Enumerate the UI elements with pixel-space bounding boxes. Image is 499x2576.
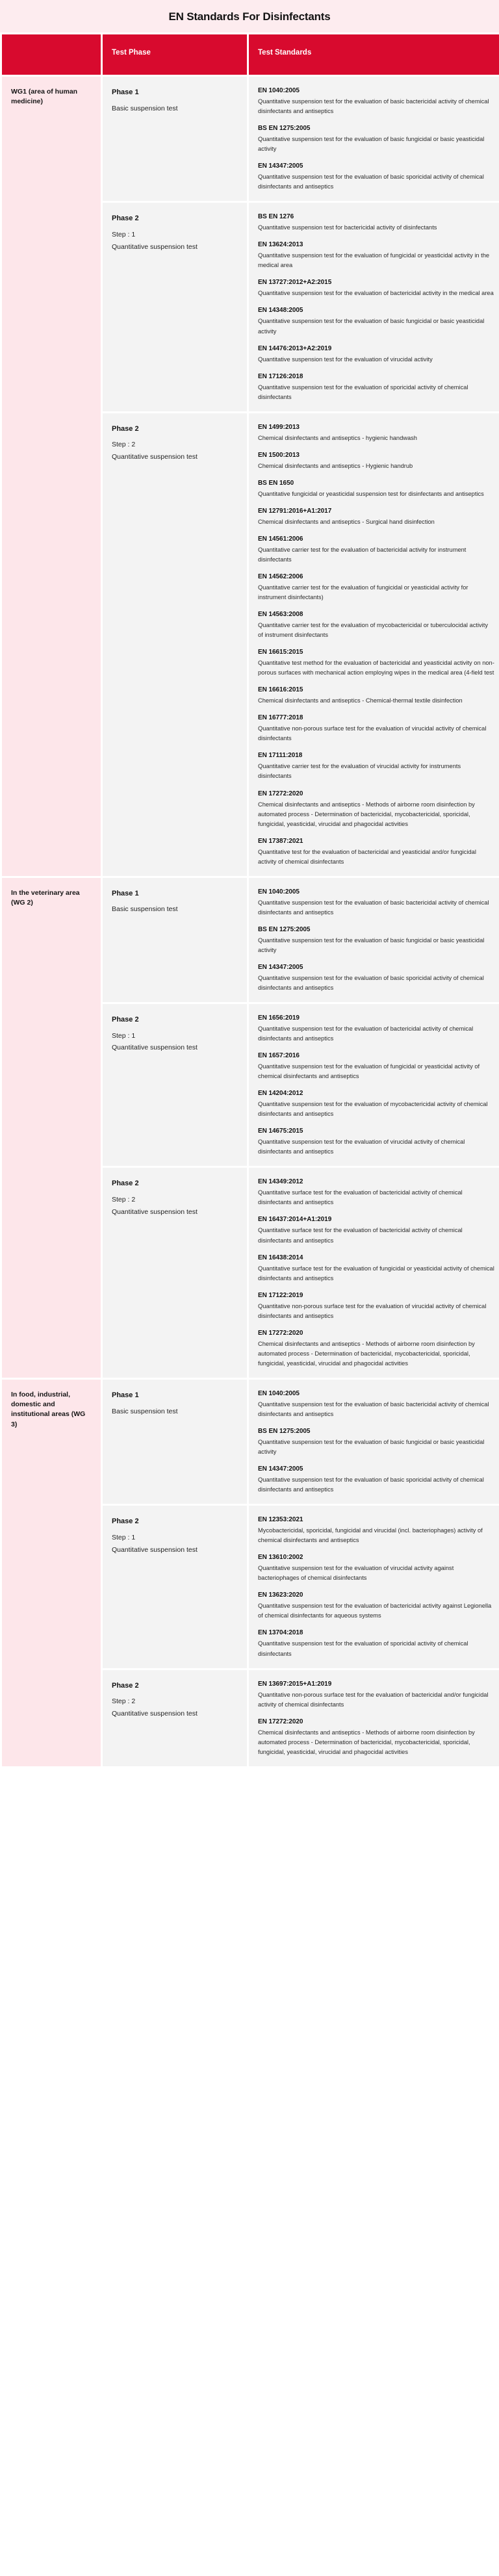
phase-step: Step : 2 bbox=[112, 441, 136, 449]
standard-item bbox=[258, 1292, 494, 1321]
standard-code: EN 13623:2020 bbox=[258, 1591, 303, 1599]
test-standards-cell bbox=[249, 1506, 499, 1668]
standard-item bbox=[258, 714, 494, 743]
standard-description: Quantitative fungicidal or yeasticidal suspension test for disinfectants and antiseptics bbox=[258, 490, 484, 497]
standard-description: Quantitative test for the evaluation of bactericidal and yeasticidal and/or fungicidal activity of chemical disinfectants bbox=[258, 848, 476, 865]
standard-description: Quantitative suspension test for bactericidal activity of disinfectants bbox=[258, 224, 437, 231]
standard-description: Quantitative surface test for the evaluation of bactericidal activity of chemical disinfectants and antiseptics bbox=[258, 1189, 463, 1206]
standard-code: BS EN 1275:2005 bbox=[258, 125, 311, 133]
standard-item bbox=[258, 213, 494, 233]
standard-code: EN 14347:2005 bbox=[258, 1465, 303, 1473]
test-phase-cell bbox=[103, 1506, 247, 1668]
standard-description: Quantitative suspension test for the evaluation of fungicidal or yeasticidal activity of chemical disinfectants and antiseptics bbox=[258, 1063, 480, 1080]
standard-item bbox=[258, 1330, 494, 1369]
standard-code: EN 13697:2015+A1:2019 bbox=[258, 1680, 332, 1688]
phase-step: Step : 1 bbox=[112, 230, 136, 238]
standard-item bbox=[258, 1428, 494, 1457]
test-phase-cell bbox=[103, 1168, 247, 1378]
standard-description: Quantitative suspension test for the evaluation of bactericidal activity in the medical area bbox=[258, 290, 494, 297]
standard-description: Quantitative suspension test for the evaluation of virucidal activity bbox=[258, 355, 433, 363]
test-standards-cell bbox=[249, 1004, 499, 1166]
phase-title: Phase 2 bbox=[112, 424, 139, 433]
group-name-cell: In food, industrial, domestic and institutional areas (WG 3) bbox=[2, 1380, 101, 1766]
standard-description: Chemical disinfectants and antiseptics - Chemical-thermal textile disinfection bbox=[258, 697, 463, 704]
standard-code: EN 1040:2005 bbox=[258, 1389, 300, 1397]
standard-code: EN 16616:2015 bbox=[258, 686, 303, 694]
page-title: EN Standards For Disinfectants bbox=[168, 10, 331, 23]
standard-description: Chemical disinfectants and antiseptics - hygienic handwash bbox=[258, 434, 417, 441]
standard-item bbox=[258, 345, 494, 365]
table-row bbox=[2, 1380, 499, 1504]
standard-code: EN 16437:2014+A1:2019 bbox=[258, 1216, 332, 1224]
standard-description: Chemical disinfectants and antiseptics - Methods of airborne room disinfection by automated process - Determination of bactericidal, mycobactericidal, sporicidal, fungicidal, yeasticidal, virucidal and phagocidal activities bbox=[258, 1340, 475, 1367]
phase-title: Phase 1 bbox=[112, 1391, 139, 1399]
standard-item bbox=[258, 1681, 494, 1710]
standard-item bbox=[258, 686, 494, 706]
standard-description: Quantitative non-porous surface test for the evaluation of bactericidal and/or fungicidal activity of chemical disinfectants bbox=[258, 1691, 489, 1708]
phase-title: Phase 2 bbox=[112, 214, 139, 223]
phase-description: Quantitative suspension test bbox=[112, 1207, 198, 1216]
test-standards-cell bbox=[249, 1380, 499, 1504]
standard-item bbox=[258, 1254, 494, 1283]
test-phase-cell bbox=[103, 1670, 247, 1766]
phase-title: Phase 2 bbox=[112, 1016, 139, 1024]
standard-item bbox=[258, 573, 494, 602]
standard-item bbox=[258, 888, 494, 918]
standard-item bbox=[258, 1216, 494, 1245]
standard-item bbox=[258, 424, 494, 443]
standard-item bbox=[258, 649, 494, 678]
test-phase-cell bbox=[103, 1380, 247, 1504]
standard-description: Quantitative carrier test for the evaluation of fungicidal or yeasticidal activity for instrument disinfectants) bbox=[258, 584, 468, 601]
header-row bbox=[2, 34, 499, 75]
column-header-test-phase: Test Phase bbox=[103, 34, 247, 75]
phase-description: Quantitative suspension test bbox=[112, 453, 198, 461]
test-phase-cell bbox=[103, 77, 247, 201]
test-phase-cell bbox=[103, 1004, 247, 1166]
standard-code: EN 13704:2018 bbox=[258, 1629, 303, 1637]
standard-code: EN 14348:2005 bbox=[258, 307, 303, 315]
standard-code: EN 13610:2002 bbox=[258, 1554, 303, 1562]
phase-description: Quantitative suspension test bbox=[112, 1709, 198, 1718]
standard-code: EN 1657:2016 bbox=[258, 1052, 300, 1060]
standard-description: Quantitative suspension test for the evaluation of fungicidal or yeasticidal activity in the medical area bbox=[258, 252, 490, 269]
standard-item bbox=[258, 1014, 494, 1044]
standard-description: Quantitative suspension test for the evaluation of basic sporicidal activity of chemical disinfectants and antiseptics bbox=[258, 1476, 484, 1493]
standard-code: EN 14675:2015 bbox=[258, 1127, 303, 1135]
standard-code: EN 1499:2013 bbox=[258, 423, 300, 431]
standard-code: EN 13624:2013 bbox=[258, 241, 303, 249]
standard-item bbox=[258, 241, 494, 270]
standard-code: EN 14476:2013+A2:2019 bbox=[258, 344, 332, 352]
phase-title: Phase 1 bbox=[112, 88, 139, 96]
standard-code: BS EN 1275:2005 bbox=[258, 925, 311, 933]
standard-code: EN 14347:2005 bbox=[258, 162, 303, 170]
standard-item bbox=[258, 790, 494, 829]
phase-title: Phase 1 bbox=[112, 889, 139, 897]
standard-description: Quantitative suspension test for the evaluation of sporicidal activity of chemical disinfectants bbox=[258, 383, 468, 400]
phase-step: Step : 2 bbox=[112, 1697, 136, 1706]
standard-code: EN 17126:2018 bbox=[258, 372, 303, 380]
standard-code: EN 13727:2012+A2:2015 bbox=[258, 279, 332, 287]
standard-item bbox=[258, 125, 494, 154]
standard-description: Quantitative suspension test for the evaluation of basic fungicidal or basic yeasticidal activity bbox=[258, 318, 485, 335]
standard-code: EN 17387:2021 bbox=[258, 837, 303, 845]
standard-description: Quantitative suspension test for the evaluation of basic bactericidal activity of chemical disinfectants and antiseptics bbox=[258, 1400, 489, 1417]
standard-code: EN 16438:2014 bbox=[258, 1254, 303, 1261]
standard-item bbox=[258, 1465, 494, 1495]
table-body bbox=[2, 77, 499, 1766]
group-name-cell: In the veterinary area (WG 2) bbox=[2, 878, 101, 1378]
standard-description: Quantitative test method for the evaluation of bactericidal and yeasticidal activity on non-porous surfaces with mechanical action employing wipes in the medical area (4-field test bbox=[258, 660, 494, 676]
standard-item bbox=[258, 162, 494, 192]
standard-code: EN 14204:2012 bbox=[258, 1090, 303, 1098]
standard-code: EN 17122:2019 bbox=[258, 1291, 303, 1299]
standard-description: Mycobactericidal, sporicidal, fungicidal and virucidal (incl. bacteriophages) activity of chemical disinfectants and antiseptics bbox=[258, 1527, 483, 1544]
standard-description: Chemical disinfectants and antiseptics - Methods of airborne room disinfection by automated process - Determination of bactericidal, mycobactericidal, sporicidal, fungicidal, yeasticidal, virucidal and phagocidal activities bbox=[258, 801, 475, 827]
standard-item bbox=[258, 1629, 494, 1658]
standard-code: EN 14562:2006 bbox=[258, 573, 303, 580]
group-name-cell: WG1 (area of human medicine) bbox=[2, 77, 101, 876]
standard-item bbox=[258, 480, 494, 499]
standard-item bbox=[258, 964, 494, 993]
test-standards-cell bbox=[249, 413, 499, 876]
standard-description: Quantitative suspension test for the evaluation of mycobactericidal activity of chemical disinfectants and antiseptics bbox=[258, 1101, 488, 1118]
test-standards-cell bbox=[249, 77, 499, 201]
standard-description: Quantitative suspension test for the evaluation of virucidal activity of chemical disinfectants and antiseptics bbox=[258, 1139, 465, 1155]
standard-description: Quantitative carrier test for the evaluation of bactericidal activity for instrument disinfectants bbox=[258, 546, 467, 563]
standard-item bbox=[258, 452, 494, 471]
standard-item bbox=[258, 611, 494, 640]
standard-code: EN 1040:2005 bbox=[258, 87, 300, 94]
phase-description: Basic suspension test bbox=[112, 1407, 178, 1415]
standard-description: Quantitative non-porous surface test for the evaluation of virucidal activity of chemical disinfectants bbox=[258, 725, 487, 742]
table-header bbox=[2, 34, 499, 75]
test-phase-cell bbox=[103, 203, 247, 411]
standard-code: EN 16777:2018 bbox=[258, 714, 303, 722]
standard-item bbox=[258, 752, 494, 781]
phase-description: Quantitative suspension test bbox=[112, 242, 198, 251]
standard-code: EN 17272:2020 bbox=[258, 1718, 303, 1725]
phase-step: Step : 1 bbox=[112, 1031, 136, 1040]
test-phase-cell bbox=[103, 878, 247, 1002]
standard-description: Quantitative suspension test for the evaluation of basic bactericidal activity of chemical disinfectants and antiseptics bbox=[258, 899, 489, 916]
standard-item bbox=[258, 1516, 494, 1545]
phase-title: Phase 2 bbox=[112, 1179, 139, 1188]
standard-code: EN 14349:2012 bbox=[258, 1178, 303, 1186]
standard-item bbox=[258, 926, 494, 955]
standard-item bbox=[258, 1178, 494, 1207]
standard-code: EN 1040:2005 bbox=[258, 888, 300, 895]
standard-description: Quantitative suspension test for the evaluation of basic bactericidal activity of chemical disinfectants and antiseptics bbox=[258, 98, 489, 115]
standard-code: BS EN 1650 bbox=[258, 479, 294, 487]
phase-title: Phase 2 bbox=[112, 1681, 139, 1690]
standard-description: Quantitative suspension test for the evaluation of basic fungicidal or basic yeasticidal activity bbox=[258, 136, 485, 153]
test-standards-cell bbox=[249, 878, 499, 1002]
standard-item bbox=[258, 1390, 494, 1419]
standard-description: Quantitative surface test for the evaluation of fungicidal or yeasticidal activity of chemical disinfectants and antiseptics bbox=[258, 1265, 494, 1282]
test-standards-cell bbox=[249, 1670, 499, 1766]
standard-item bbox=[258, 279, 494, 298]
standard-code: BS EN 1276 bbox=[258, 213, 294, 221]
standard-item bbox=[258, 508, 494, 527]
phase-step: Step : 2 bbox=[112, 1195, 136, 1204]
title-bar bbox=[0, 0, 499, 32]
phase-description: Quantitative suspension test bbox=[112, 1044, 198, 1052]
standard-item bbox=[258, 1127, 494, 1157]
standard-code: EN 17272:2020 bbox=[258, 1329, 303, 1337]
standard-description: Quantitative non-porous surface test for the evaluation of virucidal activity of chemical disinfectants and antiseptics bbox=[258, 1302, 487, 1319]
standard-item bbox=[258, 87, 494, 116]
standard-item bbox=[258, 1090, 494, 1119]
standard-code: EN 12791:2016+A1:2017 bbox=[258, 507, 332, 515]
column-header-area bbox=[2, 34, 101, 75]
standard-item bbox=[258, 535, 494, 565]
test-standards-cell bbox=[249, 203, 499, 411]
standard-code: EN 17272:2020 bbox=[258, 790, 303, 797]
standard-description: Quantitative suspension test for the evaluation of basic fungicidal or basic yeasticidal activity bbox=[258, 936, 485, 953]
standard-code: BS EN 1275:2005 bbox=[258, 1428, 311, 1435]
standard-description: Quantitative suspension test for the evaluation of basic sporicidal activity of chemical disinfectants and antiseptics bbox=[258, 174, 484, 190]
standard-item bbox=[258, 1591, 494, 1621]
standard-description: Quantitative suspension test for the evaluation of sporicidal activity of chemical disinfectants bbox=[258, 1640, 468, 1657]
phase-step: Step : 1 bbox=[112, 1533, 136, 1541]
standard-code: EN 12353:2021 bbox=[258, 1516, 303, 1524]
standard-code: EN 1500:2013 bbox=[258, 451, 300, 459]
standard-description: Quantitative suspension test for the evaluation of bactericidal activity of chemical disinfectants and antiseptics bbox=[258, 1025, 474, 1042]
standard-description: Chemical disinfectants and antiseptics - Surgical hand disinfection bbox=[258, 518, 435, 525]
table-row bbox=[2, 77, 499, 201]
standard-description: Quantitative carrier test for the evaluation of mycobactericidal or tuberculocidal activity of instrument disinfectants bbox=[258, 622, 488, 639]
standard-code: EN 17111:2018 bbox=[258, 752, 303, 760]
standard-code: EN 16615:2015 bbox=[258, 649, 303, 656]
standard-code: EN 14347:2005 bbox=[258, 963, 303, 971]
standard-description: Quantitative carrier test for the evaluation of virucidal activity for instruments disinfectants bbox=[258, 763, 461, 780]
standard-item bbox=[258, 373, 494, 402]
standard-description: Quantitative surface test for the evaluation of bactericidal activity of chemical disinfectants and antiseptics bbox=[258, 1227, 463, 1244]
standard-item bbox=[258, 1554, 494, 1583]
standard-item bbox=[258, 1718, 494, 1757]
standard-item bbox=[258, 838, 494, 867]
standard-description: Quantitative suspension test for the evaluation of basic sporicidal activity of chemical disinfectants and antiseptics bbox=[258, 974, 484, 991]
column-header-test-standards: Test Standards bbox=[249, 34, 499, 75]
standard-code: EN 14563:2008 bbox=[258, 611, 303, 619]
phase-description: Basic suspension test bbox=[112, 905, 178, 914]
standard-description: Quantitative suspension test for the evaluation of virucidal activity against bacteriophages of chemical disinfectants bbox=[258, 1565, 454, 1582]
phase-title: Phase 2 bbox=[112, 1517, 139, 1526]
test-phase-cell bbox=[103, 413, 247, 876]
standard-code: EN 1656:2019 bbox=[258, 1014, 300, 1022]
table-row bbox=[2, 878, 499, 1002]
standard-description: Chemical disinfectants and antiseptics - Methods of airborne room disinfection by automated process - Determination of bactericidal, mycobactericidal, sporicidal, fungicidal, yeasticidal, virucidal and phagocidal activities bbox=[258, 1729, 475, 1755]
phase-description: Quantitative suspension test bbox=[112, 1545, 198, 1554]
standard-description: Chemical disinfectants and antiseptics - Hygienic handrub bbox=[258, 462, 413, 469]
standard-item bbox=[258, 307, 494, 336]
test-standards-cell bbox=[249, 1168, 499, 1378]
en-standards-table bbox=[0, 32, 499, 1768]
standard-description: Quantitative suspension test for the evaluation of bactericidal activity against Legionella of chemical disinfectants for aqueous systems bbox=[258, 1603, 492, 1619]
standard-description: Quantitative suspension test for the evaluation of basic fungicidal or basic yeasticidal activity bbox=[258, 1439, 485, 1456]
standard-item bbox=[258, 1052, 494, 1081]
phase-description: Basic suspension test bbox=[112, 104, 178, 112]
standard-code: EN 14561:2006 bbox=[258, 535, 303, 543]
